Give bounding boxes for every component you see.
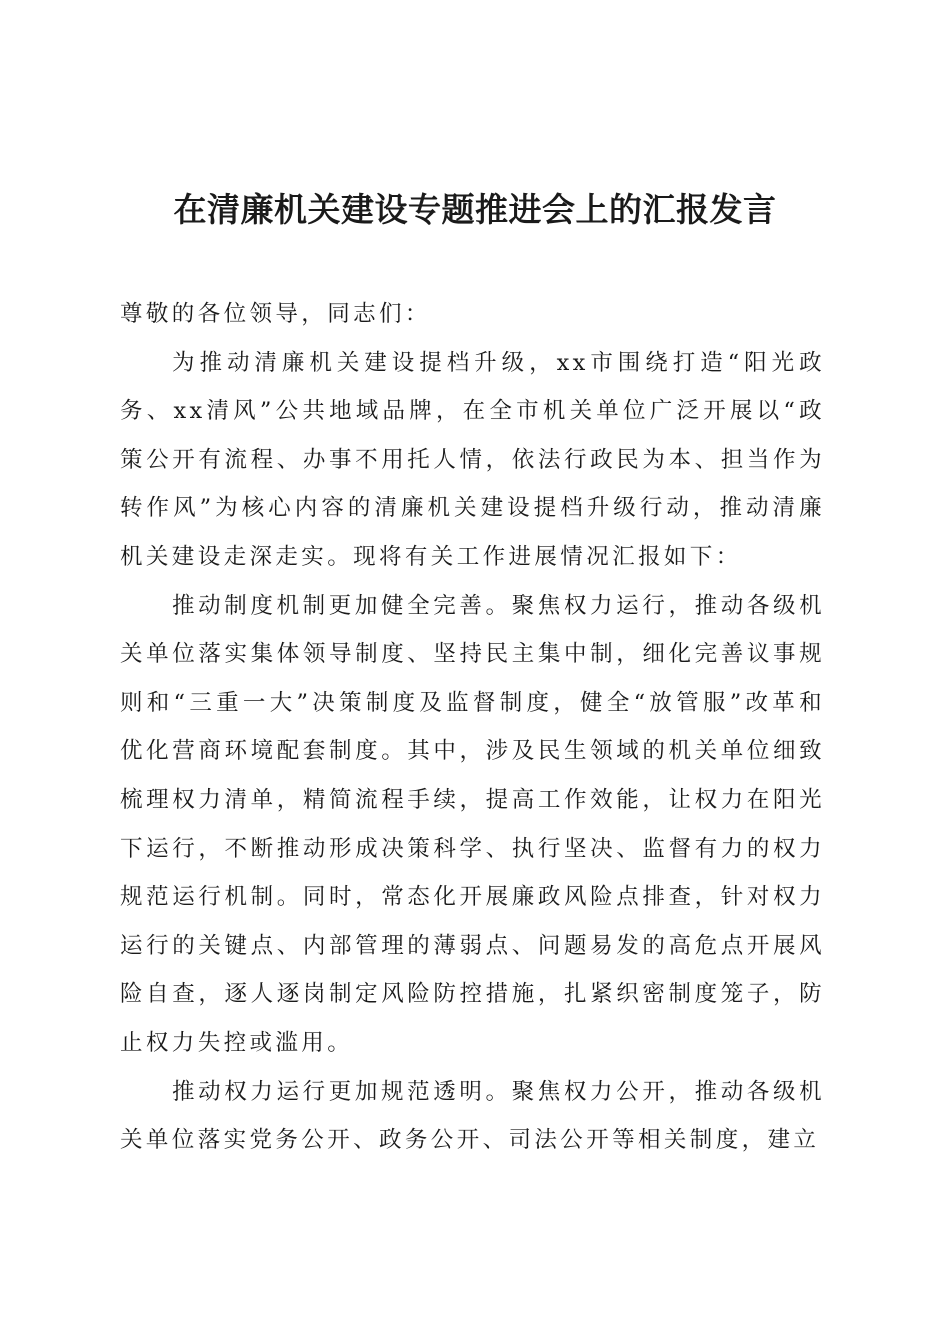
paragraph-institutions: 推动制度机制更加健全完善。聚焦权力运行，推动各级机关单位落实集体领导制度、坚持民主集中制，细化完善议事规则和“三重一大”决策制度及监督制度，健全“放管服”改革和优化营商环境配套制度。其中，涉及民生领域的机关单位细致梳理权力清单，精简流程手续，提高工作效能，让权力在阳光下运行，不断推动形成决策科学、执行坚决、监督有力的权力规范运行机制。同时，常态化开展廉政风险点排查，针对权力运行的关键点、内部管理的薄弱点、问题易发的高危点开展风险自查，逐人逐岗制定风险防控措施，扎紧织密制度笼子，防止权力失控或滥用。 <box>120 592 825 1056</box>
document-body <box>120 290 825 1165</box>
salutation: 尊敬的各位领导，同志们： <box>120 301 431 327</box>
document-title: 在清廉机关建设专题推进会上的汇报发言 <box>173 190 777 229</box>
paragraph-intro: 为推动清廉机关建设提档升级，xx市围绕打造“阳光政务、xx清风”公共地域品牌，在全市机关单位广泛开展以“政策公开有流程、办事不用托人情，依法行政民为本、担当作为转作风”为核心内容的清廉机关建设提档升级行动，推动清廉机关建设走深走实。现将有关工作进展情况汇报如下： <box>120 349 825 570</box>
paragraph-power-transparency: 推动权力运行更加规范透明。聚焦权力公开，推动各级机关单位落实党务公开、政务公开、司法公开等相关制度，建立 <box>120 1078 825 1154</box>
